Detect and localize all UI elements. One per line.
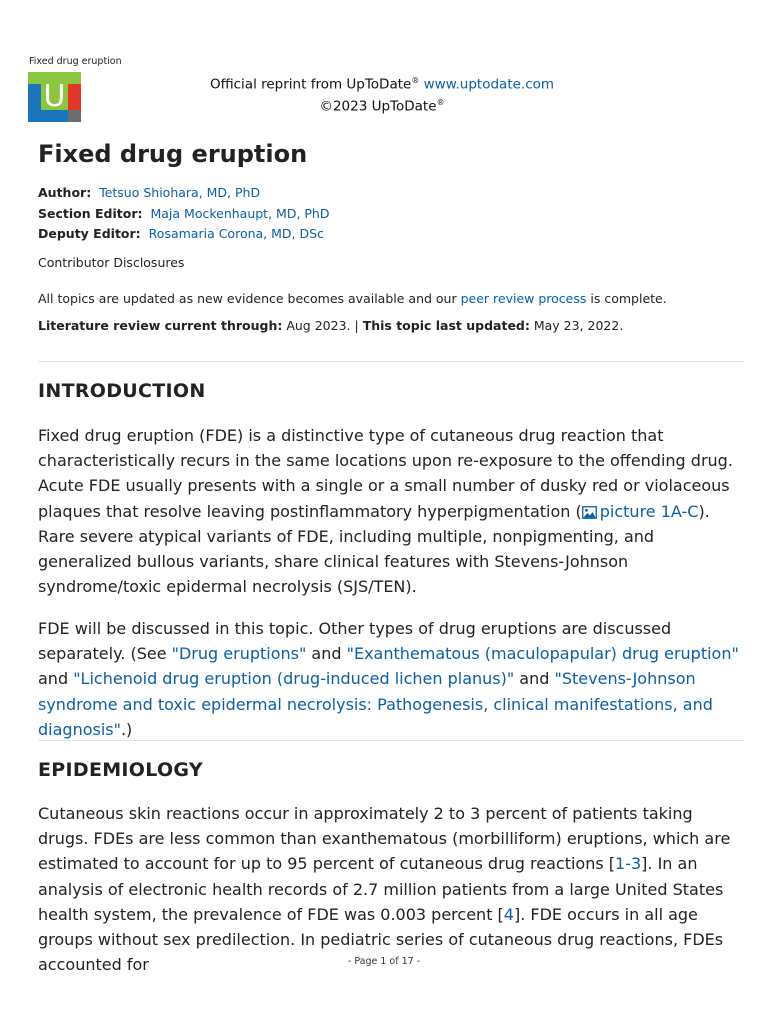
introduction-heading: INTRODUCTION xyxy=(38,380,206,402)
introduction-paragraph-2 xyxy=(38,616,744,742)
reprint-notice xyxy=(180,72,584,115)
lichenoid-drug-eruption-link[interactable]: "Lichenoid drug eruption (drug-induced lichen planus)" xyxy=(73,669,515,689)
introduction-paragraph-1 xyxy=(38,423,744,599)
divider xyxy=(38,740,744,741)
reprint-text: Official reprint from UpToDate xyxy=(209,76,412,93)
epidemiology-paragraph-1 xyxy=(38,801,744,977)
divider xyxy=(38,361,744,362)
author-link[interactable]: Tetsuo Shiohara, MD, PhD xyxy=(99,185,261,200)
uptodate-logo xyxy=(28,72,81,122)
deputy-editor-label: Deputy Editor: xyxy=(38,226,141,241)
contributor-disclosures-link[interactable]: Contributor Disclosures xyxy=(38,255,185,270)
exanthematous-drug-eruption-link[interactable]: "Exanthematous (maculopapular) drug eruption" xyxy=(346,644,739,664)
intro-p1-text-b: ). Rare severe atypical variants of FDE, including multiple, nonpigmenting, and generalized bullous variants, share clinical features with Stevens-Johnson syndrome/toxic epidermal necrolysis (SJS/TEN). xyxy=(38,501,710,597)
author-line xyxy=(38,185,260,200)
intro-p2-and-3: and xyxy=(514,669,555,689)
uptodate-link[interactable]: www.uptodate.com xyxy=(423,76,555,93)
intro-p2-and-1: and xyxy=(306,644,347,664)
intro-p2-and-2: and xyxy=(38,669,74,689)
logo-letter: U xyxy=(43,79,66,114)
page-footer: - Page 1 of 17 - xyxy=(347,956,421,967)
copyright-text: ©2023 UpToDate xyxy=(319,98,437,114)
epi-p1-text-b: ]. In an analysis of electronic health records of 2.7 million patients from a large United States health system, the prevalence of FDE was 0.003 percent [ xyxy=(38,854,724,924)
review-separator: | xyxy=(354,318,359,333)
epi-p1-text-c: ]. FDE occurs in all age groups without sex predilection. In pediatric series of cutaneous drug reactions, FDEs accounted for xyxy=(38,904,724,975)
intro-p1-text-a: Fixed drug eruption (FDE) is a distinctive type of cutaneous drug reaction that characteristically recurs in the same locations upon re-exposure to the offending drug. Acute FDE usually presents with a single or a small number of dusky red or violaceous plaques that resolve leaving postinflammatory hyperpigmentation ( xyxy=(38,426,733,521)
lit-review-value: Aug 2023. xyxy=(286,318,351,333)
author-label: Author: xyxy=(38,185,92,200)
review-dates xyxy=(38,318,623,333)
registered-mark: ® xyxy=(411,76,420,85)
topic-title: Fixed drug eruption xyxy=(38,140,308,168)
page-label: Fixed drug eruption xyxy=(29,56,122,67)
copyright-registered-mark: ® xyxy=(436,97,445,107)
reference-4-link[interactable]: 4 xyxy=(503,904,514,924)
picture-1a-c-link[interactable] xyxy=(582,502,699,521)
epi-p1-text-a: Cutaneous skin reactions occur in approximately 2 to 3 percent of patients taking drugs. FDEs are less common than exanthematous (morbilliform) eruptions, which are estimated to account for up to 95 percent of cutaneous drug reactions [ xyxy=(38,804,731,874)
section-editor-label: Section Editor: xyxy=(38,206,143,221)
peer-review-link[interactable]: peer review process xyxy=(460,291,587,306)
drug-eruptions-link[interactable]: "Drug eruptions" xyxy=(171,644,307,664)
lit-review-label: Literature review current through: xyxy=(38,318,283,333)
update-note xyxy=(38,291,667,306)
intro-p2-text-a: FDE will be discussed in this topic. Other types of drug eruptions are discussed separately. (See xyxy=(38,619,672,664)
reference-1-3-link[interactable]: 1-3 xyxy=(615,854,642,874)
picture-link-text: picture 1A-C xyxy=(599,501,699,521)
section-editor-line xyxy=(38,206,329,221)
last-updated-label: This topic last updated: xyxy=(362,318,530,333)
picture-icon xyxy=(582,506,597,519)
intro-p2-end: .) xyxy=(120,719,133,739)
epidemiology-heading: EPIDEMIOLOGY xyxy=(38,759,203,781)
deputy-editor-line xyxy=(38,226,324,241)
update-note-suffix: is complete. xyxy=(590,291,667,306)
update-note-prefix: All topics are updated as new evidence becomes available and our xyxy=(38,291,457,306)
deputy-editor-link[interactable]: Rosamaria Corona, MD, DSc xyxy=(148,226,324,241)
section-editor-link[interactable]: Maja Mockenhaupt, MD, PhD xyxy=(150,206,330,221)
sjs-ten-link[interactable]: "Stevens-Johnson syndrome and toxic epidermal necrolysis: Pathogenesis, clinical manifestations, and diagnosis" xyxy=(38,669,713,739)
last-updated-value: May 23, 2022. xyxy=(533,318,624,333)
